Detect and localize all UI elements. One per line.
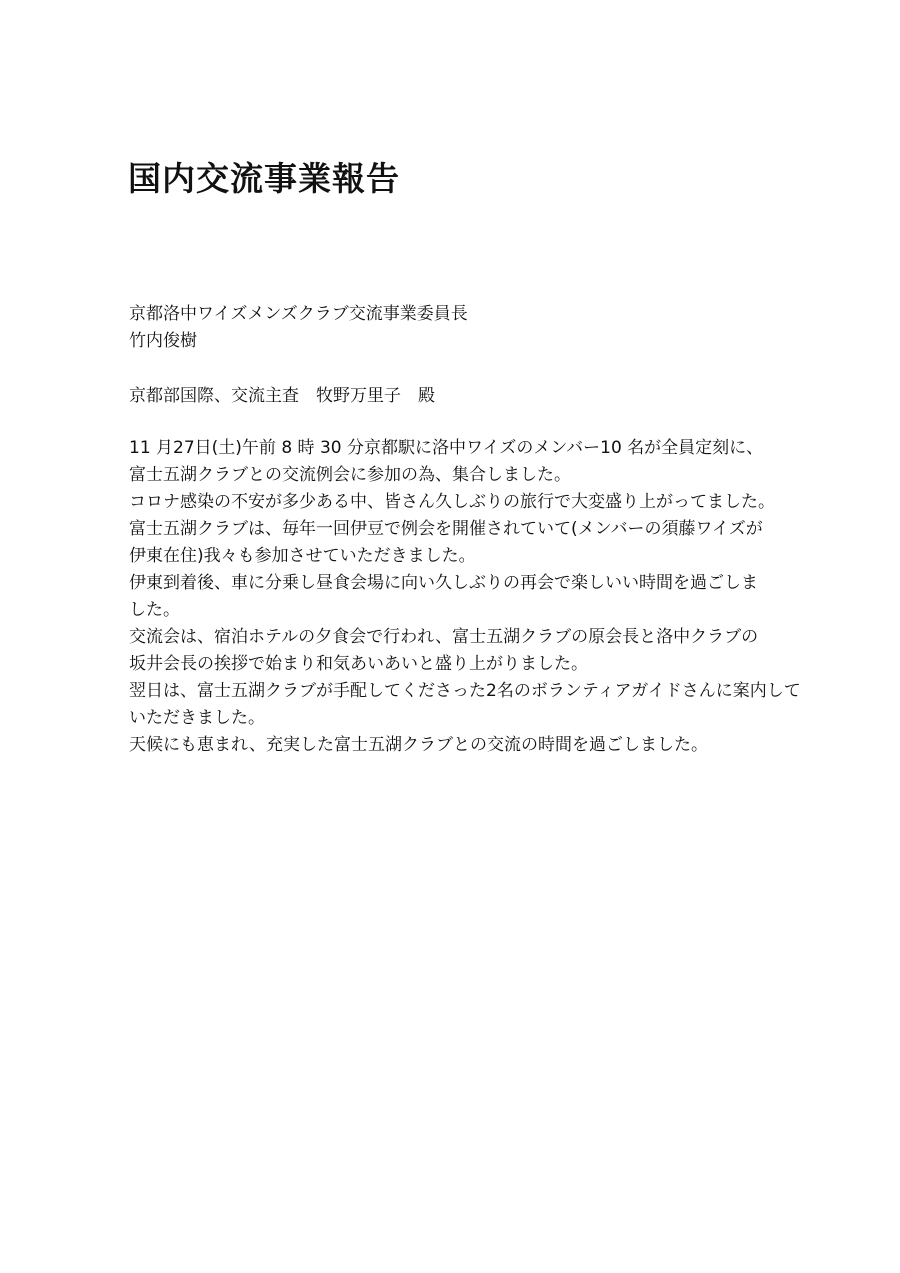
body-line: 富士五湖クラブは、毎年一回伊豆で例会を開催されていて(メンバーの須藤ワイズが bbox=[129, 519, 763, 539]
body-line: 坂井会長の挨拶で始まり和気あいあいと盛り上がりました。 bbox=[129, 654, 588, 674]
recipient-line: 京都部国際、交流主査 牧野万里子 殿 bbox=[129, 386, 435, 406]
body-line: した。 bbox=[129, 600, 180, 620]
body-line: 翌日は、富士五湖クラブが手配してくださった2名のボランティアガイドさんに案内して bbox=[129, 681, 801, 701]
body-line: 11 月27日(土)午前 8 時 30 分京都駅に洛中ワイズのメンバー10 名が全員定刻に、 bbox=[129, 438, 764, 458]
body-line: 天候にも恵まれ、充実した富士五湖クラブとの交流の時間を過ごしました。 bbox=[129, 735, 709, 755]
body-line: 伊東在住)我々も参加させていただきました。 bbox=[129, 546, 476, 566]
body-line: コロナ感染の不安が多少ある中、皆さん久しぶりの旅行で大変盛り上がってました。 bbox=[129, 492, 775, 512]
sender-block bbox=[129, 301, 468, 355]
body-line: いただきました。 bbox=[129, 708, 265, 728]
report-body bbox=[129, 435, 801, 759]
sender-role: 京都洛中ワイズメンズクラブ交流事業委員長 bbox=[129, 304, 468, 324]
body-line: 交流会は、宿泊ホテルの夕食会で行われ、富士五湖クラブの原会長と洛中クラブの bbox=[129, 627, 759, 647]
sender-name: 竹内俊樹 bbox=[129, 331, 197, 351]
body-line: 伊東到着後、車に分乗し昼食会場に向い久しぶりの再会で楽しいい時間を過ごしま bbox=[129, 573, 758, 593]
document-title: 国内交流事業報告 bbox=[128, 159, 400, 198]
body-line: 富士五湖クラブとの交流例会に参加の為、集合しました。 bbox=[129, 465, 571, 485]
